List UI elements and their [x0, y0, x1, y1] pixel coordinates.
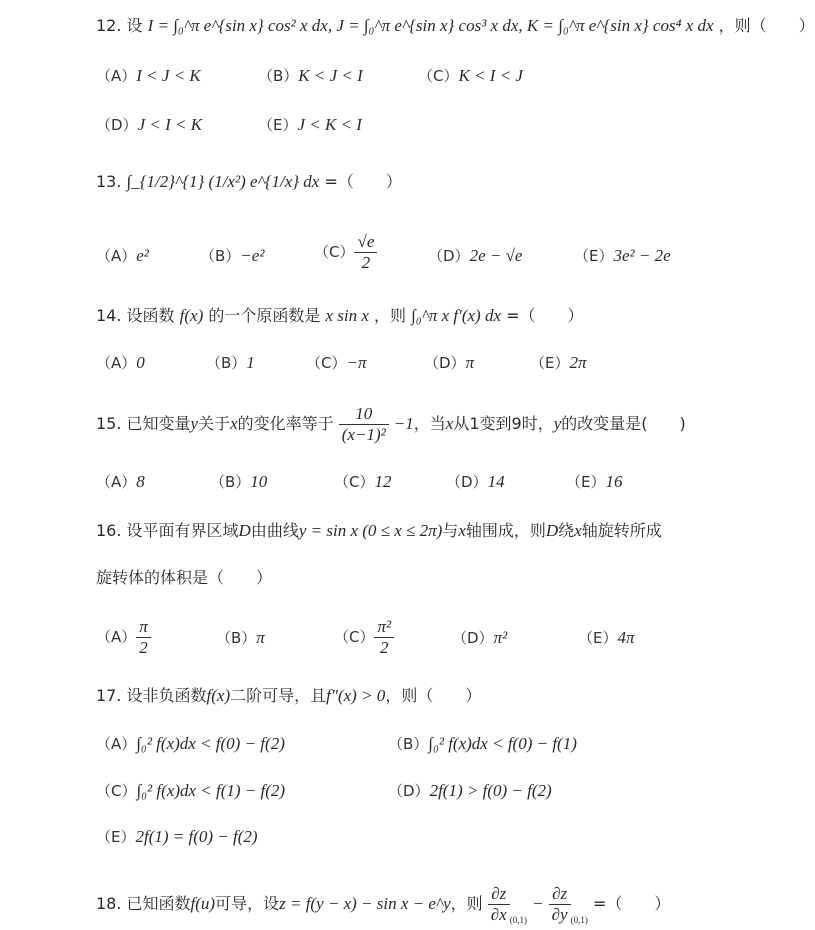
q16-option-b[interactable]: （B）π [216, 628, 265, 647]
q17-option-c[interactable]: （C）∫₀² f(x)dx < f(1) − f(2) [96, 781, 286, 800]
question-16-stem: 16. 设平面有界区域D由曲线y = sin x (0 ≤ x ≤ 2π)与x轴围成，则D绕x轴旋转所成 [96, 521, 662, 540]
question-16-stem-line2: 旋转体的体积是（ ） [96, 568, 273, 587]
q12-option-a[interactable]: （A）I < J < K [96, 66, 201, 85]
q13-option-b[interactable]: （B）−e² [200, 246, 265, 265]
q14-option-a[interactable]: （A）0 [96, 353, 145, 372]
q16-option-e[interactable]: （E）4π [578, 628, 635, 647]
q15-option-e[interactable]: （E）16 [566, 472, 623, 491]
question-15-stem: 15. 已知变量y关于x的变化率等于 $\frac{10}{\text{(x−1)²}}$ −1，当x从1变到9时，y的改变量是( ) [96, 404, 686, 444]
q17-option-b[interactable]: （B）∫₀² f(x)dx < f(0) − f(1) [388, 734, 577, 753]
q12-option-b[interactable]: （B）K < J < I [258, 66, 363, 85]
q15-option-b[interactable]: （B）10 [210, 472, 268, 491]
q15-option-a[interactable]: （A）8 [96, 472, 145, 491]
q16-option-c[interactable]: （C） $\frac{\text{π²}}{2}$ [334, 617, 394, 658]
question-18-stem: 18. 已知函数f(u)可导，设z = f(y − x) − sin x − e^y，则 $\frac{\partial z}{\partial x}$ $_{(0,1)}$ − $\frac{\partial z}{\partial y}$ $_{(0,1)}$ =（ ） [96, 884, 671, 925]
question-17-stem: 17. 设非负函数f(x)二阶可导，且f″(x) > 0，则（ ） [96, 686, 482, 705]
q14-option-e[interactable]: （E）2π [530, 353, 587, 372]
q18-partial-y: $\frac{\partial z}{\partial y}$ [549, 884, 571, 925]
q17-option-e[interactable]: （E）2f(1) = f(0) − f(2) [96, 827, 258, 846]
q18-partial-x: $\frac{\partial z}{\partial x}$ [488, 884, 510, 925]
q13-option-a[interactable]: （A）e² [96, 246, 149, 265]
question-14-stem: 14. 设函数 f(x) 的一个原函数是 x sin x ，则 ∫₀^π x f′(x) dx =（ ） [96, 306, 584, 325]
question-12-stem: 12. 设 I = ∫₀^π e^{sin x} cos² x dx, J = ∫₀^π e^{sin x} cos³ x dx, K = ∫₀^π e^{sin x} cos⁴ x dx ，则（ ） [96, 16, 815, 35]
q16-option-d[interactable]: （D）π² [452, 628, 508, 647]
q12-expression: I = ∫₀^π e^{sin x} cos² x dx, J = ∫₀^π e^{sin x} cos³ x dx, K = ∫₀^π e^{sin x} cos⁴ x dx [147, 16, 714, 35]
question-13-stem: 13. ∫_{1/2}^{1} (1/x²) e^{1/x} dx =（ ） [96, 172, 402, 191]
q15-option-d[interactable]: （D）14 [446, 472, 505, 491]
q13-option-d[interactable]: （D）2e − √e [428, 246, 523, 265]
q12-option-e[interactable]: （E）J < K < I [258, 115, 362, 134]
q17-option-d[interactable]: （D）2f(1) > f(0) − f(2) [388, 781, 552, 800]
q12-option-c[interactable]: （C）K < I < J [418, 66, 523, 85]
q13-option-e[interactable]: （E）3e² − 2e [574, 246, 671, 265]
q13-option-c[interactable]: （C） $\frac{√e}{2}$ [314, 232, 377, 273]
q14-option-d[interactable]: （D）π [424, 353, 475, 372]
q14-option-b[interactable]: （B）1 [206, 353, 255, 372]
q15-option-c[interactable]: （C）12 [334, 472, 392, 491]
q17-option-a[interactable]: （A）∫₀² f(x)dx < f(0) − f(2) [96, 734, 285, 753]
q16-option-a[interactable]: （A） $\frac{\pi}{2}$ [96, 617, 151, 658]
q14-option-c[interactable]: （C）−π [306, 353, 367, 372]
q15-rate-fraction: $\frac{10}{\text{(x−1)²}}$ [339, 404, 389, 445]
q13-expression: ∫_{1/2}^{1} (1/x²) e^{1/x} dx [126, 172, 320, 191]
q12-option-d[interactable]: （D）J < I < K [96, 115, 203, 134]
